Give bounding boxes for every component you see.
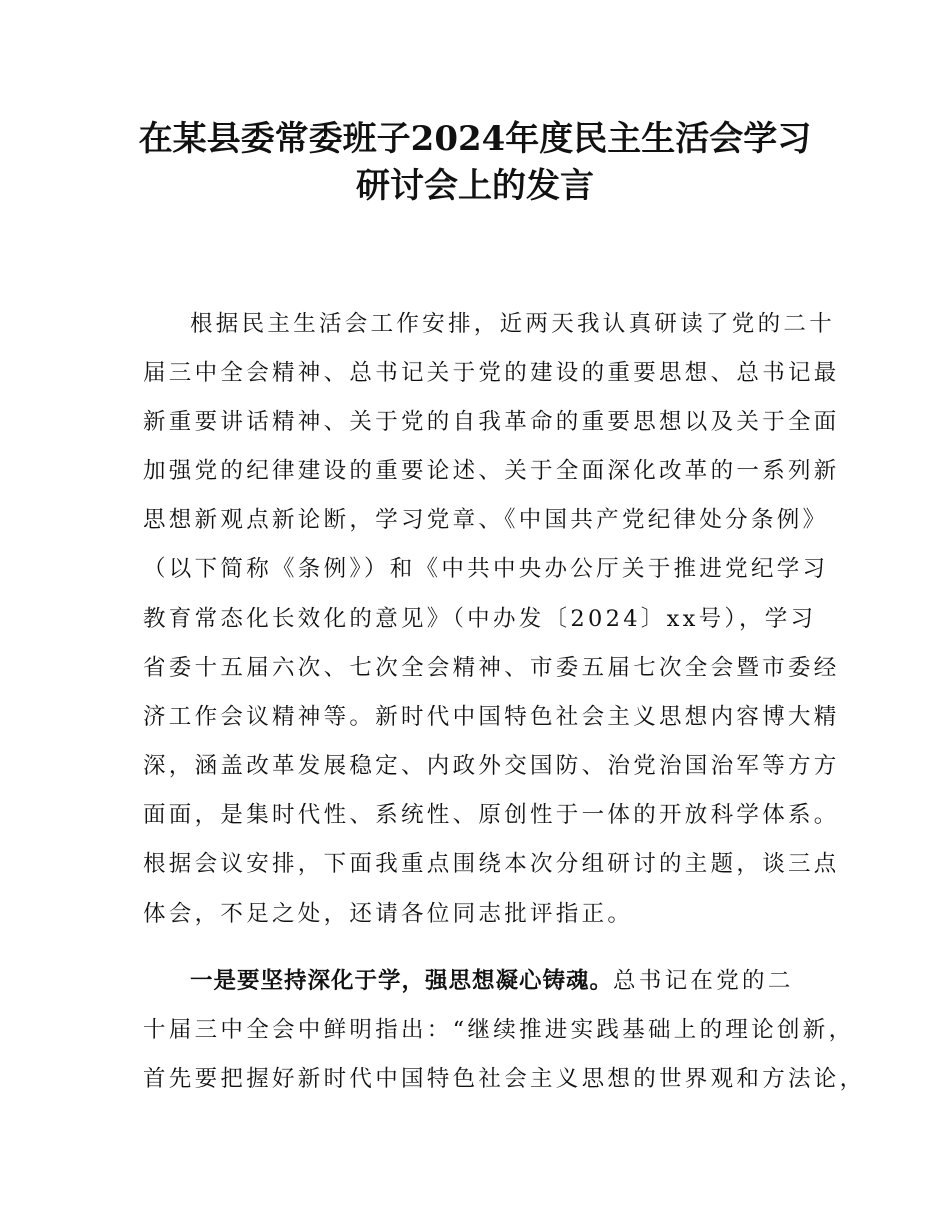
paragraph-line: 新重要讲话精神、关于党的自我革命的重要思想以及关于全面	[143, 409, 840, 435]
paragraph-line: 首先要把握好新时代中国特色社会主义思想的世界观和方法论，	[143, 1066, 866, 1092]
paragraph-line: 加强党的纪律建设的重要论述、关于全面深化改革的一系列新	[143, 458, 840, 484]
paragraph-line: 根据会议安排，下面我重点围绕本次分组研讨的主题，谈三点	[143, 851, 840, 877]
paragraph-line: 思想新观点新论断，学习党章、《中国共产党纪律处分条例》	[143, 507, 829, 533]
paragraph-line: 济工作会议精神等。新时代中国特色社会主义思想内容博大精	[143, 704, 840, 730]
paragraph-line: 体会，不足之处，还请各位同志批评指正。	[143, 901, 634, 927]
paragraph-2-first-line	[190, 964, 794, 998]
document-title-line-2: 研讨会上的发言	[356, 166, 594, 206]
paragraph-line: 教育常态化长效化的意见》（中办发〔2024〕xx号），学习	[143, 606, 817, 632]
paragraph-line: 届三中全会精神、总书记关于党的建设的重要思想、总书记最	[143, 360, 840, 386]
paragraph-line: （以下简称《条例》）和《中共中央办公厅关于推进党纪学习	[143, 556, 829, 582]
paragraph-line: 十届三中全会中鲜明指出：“继续推进实践基础上的理论创新，	[143, 1017, 855, 1043]
paragraph-line: 省委十五届六次、七次全会精神、市委五届七次全会暨市委经	[143, 655, 840, 681]
document-title-line-1: 在某县委常委班子2024年度民主生活会学习	[138, 119, 812, 159]
paragraph-line: 面面，是集时代性、系统性、原创性于一体的开放科学体系。	[143, 802, 840, 828]
paragraph-line: 深，涵盖改革发展稳定、内政外交国防、治党治国治军等方方	[143, 753, 840, 779]
paragraph-text: 总书记在党的二	[613, 968, 794, 994]
paragraph-line: 根据民主生活会工作安排，近两天我认真研读了党的二十	[190, 311, 836, 337]
section-heading-one: 一是要坚持深化于学，强思想凝心铸魂。	[190, 968, 614, 994]
